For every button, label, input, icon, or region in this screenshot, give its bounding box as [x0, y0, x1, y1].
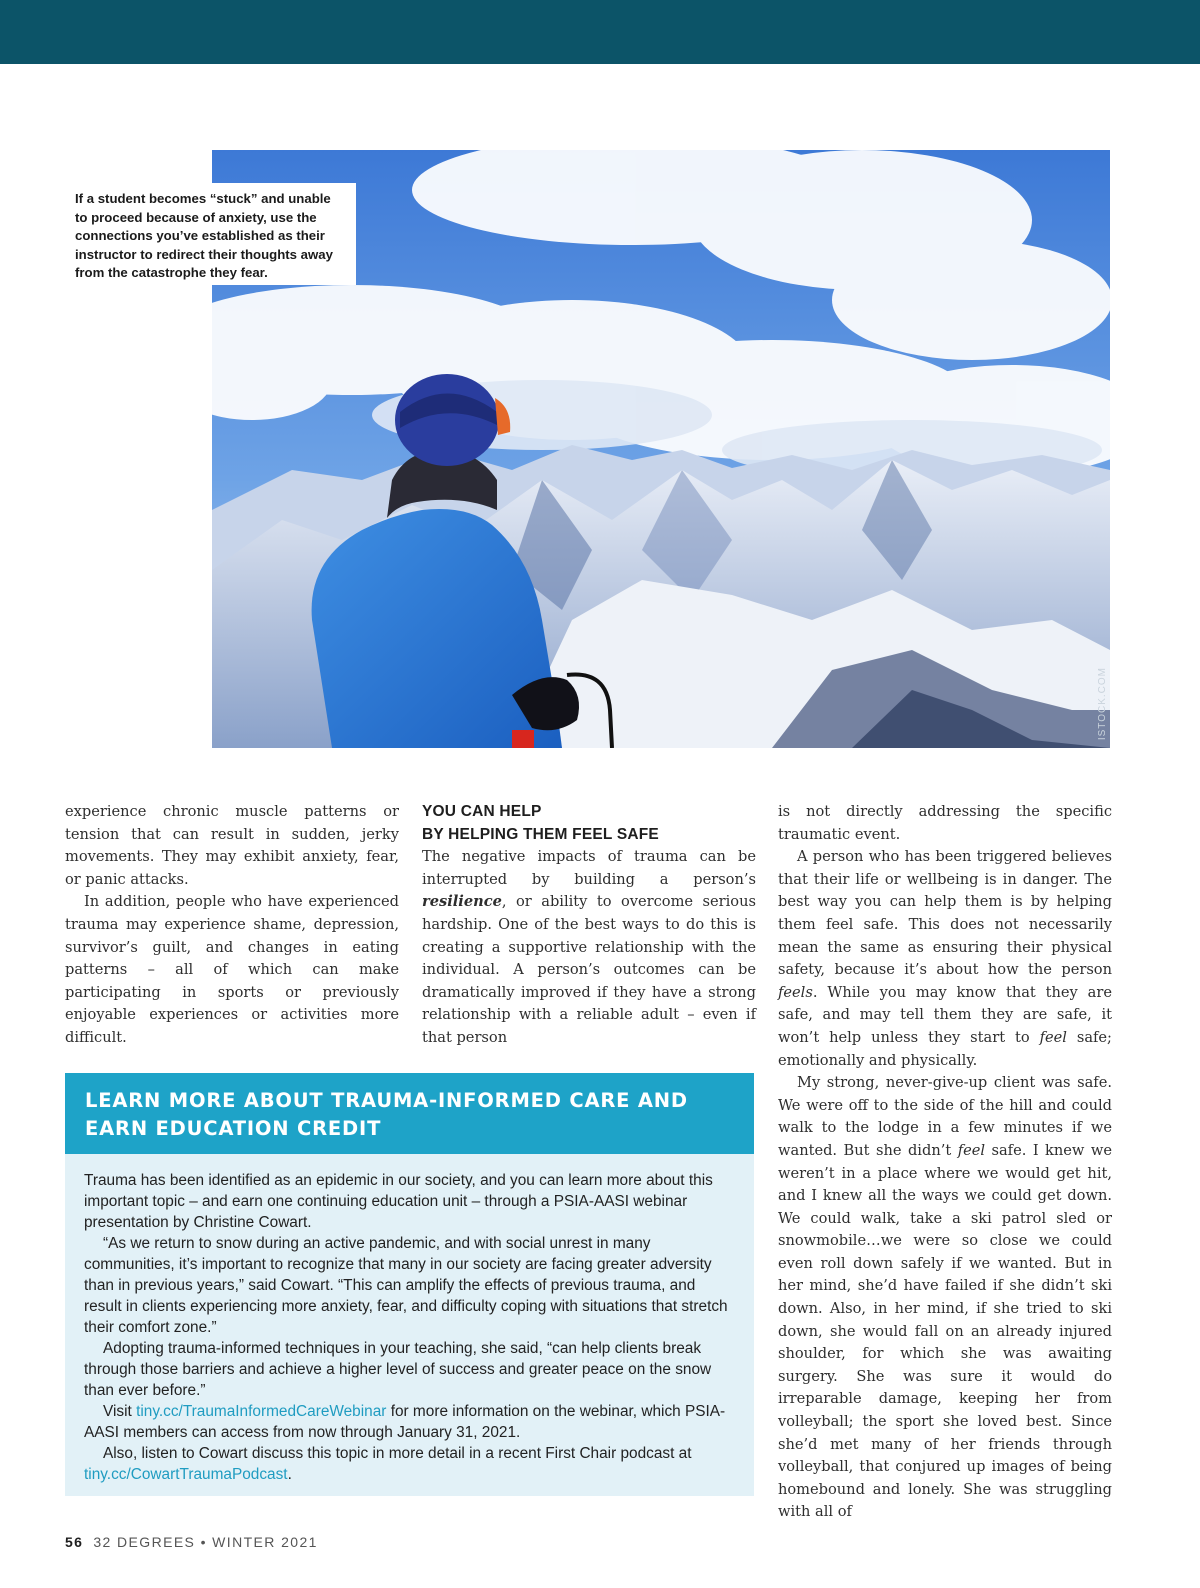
- column-2: [422, 801, 756, 1050]
- publication-name: 32 DEGREES • WINTER 2021: [93, 1534, 318, 1550]
- photo-caption: If a student becomes “stuck” and unable to proceed because of anxiety, use the connections you’ve established as their instructor to redirect their thoughts away from the catastrophe they fear.: [64, 183, 356, 285]
- paragraph: [778, 846, 1112, 1072]
- sidebar-box: [65, 1073, 754, 1496]
- paragraph: In addition, people who have experienced trauma may experience shame, depression, survivor’s guilt, and changes in eating patterns – all of which can make participating in sports or previously enjoyable experiences or activities more difficult.: [65, 893, 399, 1046]
- header-bar: [0, 0, 1200, 64]
- emphasis: resilience: [422, 893, 502, 911]
- text-run: Also, listen to Cowart discuss this topic in more detail in a recent First Chair podcast at: [103, 1445, 692, 1462]
- text-run: A person who has been triggered believes that their life or wellbeing is in danger. The best way you can help them is by helping them feel safe. This does not necessarily mean the same as ensuring their physical safety, because it’s about how the person: [778, 848, 1112, 979]
- paragraph: “As we return to snow during an active pandemic, and with social unrest in many communities, it’s important to recognize that many in our society are facing greater adversity than in previous years,” said Cowart. “This can amplify the effects of previous trauma, and result in clients experiencing more anxiety, fear, and difficulty coping with situations that stretch their comfort zone.”: [84, 1235, 728, 1336]
- paragraph: Adopting trauma-informed techniques in your teaching, she said, “can help clients break through those barriers and achieve a higher level of success and greater peace on the snow than ever before.”: [84, 1340, 712, 1399]
- paragraph: [84, 1443, 734, 1485]
- paragraph: Trauma has been identified as an epidemic in our society, and you can learn more about this important topic – and earn one continuing education unit – through a PSIA-AASI webinar presentation by Christine Cowart.: [84, 1172, 713, 1231]
- photo-credit: ISTOCK.COM: [1097, 666, 1108, 740]
- webinar-link[interactable]: tiny.cc/TraumaInformedCareWebinar: [136, 1403, 387, 1420]
- text-run: Visit: [103, 1403, 137, 1420]
- text-run: My strong, never-give-up client was safe. We were off to the side of the hill and could walk to the lodge in a few minutes if we wanted. But she didn’t: [778, 1074, 1112, 1159]
- sidebar-title: LEARN MORE ABOUT TRAUMA-INFORMED CARE AND EARN EDUCATION CREDIT: [65, 1073, 754, 1154]
- section-subhead: [422, 801, 756, 846]
- subhead-line: YOU CAN HELP: [422, 803, 542, 820]
- page-number: 56: [65, 1534, 84, 1550]
- column-1: [65, 801, 399, 1050]
- text-run: .: [287, 1466, 292, 1483]
- text-run: , or ability to overcome serious hardship. One of the best ways to do this is creating a supportive relationship with the individual. A person’s outcomes can be dramatically improved if they have a strong relationship with a reliable adult – even if that person: [422, 893, 756, 1046]
- paragraph: experience chronic muscle patterns or tension that can result in sudden, jerky movements. They may exhibit anxiety, fear, or panic attacks.: [65, 803, 399, 888]
- column-3: [778, 801, 1112, 1524]
- text-run: safe. I knew we weren’t in a place where we would get hit, and I knew all the ways we could get down. We could walk, take a ski patrol sled or snowmobile…we were so close we could even roll down safely if we wanted. But in her mind, she’d have failed if she didn’t ski down. Also, in her mind, if she tried to ski down, she would fall on an already injured shoulder, for which she was awaiting surgery. She was sure it would do irreparable damage, keeping her from volleyball; the sport she loved best. Since she’d met many of her friends through volleyball, that conjured up images of being homebound and lonely. She was struggling with all of: [778, 1141, 1112, 1521]
- page-footer: [65, 1534, 318, 1550]
- paragraph: [778, 1072, 1112, 1524]
- paragraph: [422, 846, 756, 1049]
- emphasis: feels: [778, 983, 813, 1001]
- emphasis: feel: [1039, 1028, 1067, 1046]
- paragraph: is not directly addressing the specific traumatic event.: [778, 803, 1112, 843]
- paragraph: [84, 1401, 734, 1443]
- emphasis: feel: [957, 1141, 986, 1159]
- text-run: for more information on the webinar, which PSIA-AASI members can access from now through January 31, 2021.: [84, 1403, 726, 1441]
- text-run: safe; emotionally and physically.: [778, 1028, 1112, 1069]
- text-run: . While you may know that they are safe, and may tell them they are safe, it won’t help unless they start to: [778, 983, 1112, 1046]
- subhead-line: BY HELPING THEM FEEL SAFE: [422, 825, 659, 843]
- sidebar-body: [65, 1154, 754, 1485]
- podcast-link[interactable]: tiny.cc/CowartTraumaPodcast: [84, 1466, 288, 1483]
- text-run: The negative impacts of trauma can be interrupted by building a person’s: [422, 848, 756, 888]
